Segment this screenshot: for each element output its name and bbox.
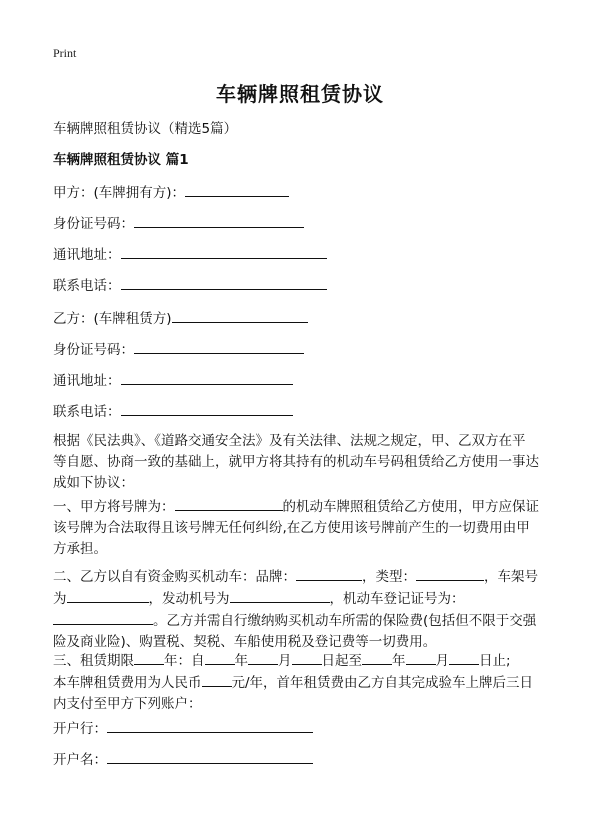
clause-2-text: 为: [53, 591, 67, 607]
registration-number-blank: [53, 610, 153, 625]
clause-3-text: 月: [278, 653, 292, 669]
party-a-label: 甲方：(车牌拥有方)：: [53, 185, 186, 201]
party-a-phone-label: 联系电话：: [53, 278, 121, 294]
party-b-phone-row: [53, 401, 293, 421]
start-year-blank: [205, 650, 235, 665]
intro-line: 成如下协议：: [53, 475, 134, 491]
party-a-blank: [185, 182, 289, 197]
clause-3-text: 日起至: [321, 653, 362, 669]
party-a-row: [53, 182, 289, 202]
party-a-address-row: [53, 244, 327, 264]
vin-blank: [67, 588, 149, 603]
intro-line: 等自愿、协商一致的基础上，就甲方将其持有的机动车号码租赁给乙方使用一事达: [53, 454, 539, 470]
party-b-id-label: 身份证号码：: [53, 342, 134, 358]
start-month-blank: [248, 650, 278, 665]
end-day-blank: [449, 650, 479, 665]
party-a-id-label: 身份证号码：: [53, 216, 134, 232]
clause-3-text: 年: [392, 653, 406, 669]
clause-3-text: 元/年，首年租赁费由乙方自其完成验车上牌后三日: [231, 675, 534, 691]
clause-1-line: [53, 496, 553, 518]
clause-2-line: [53, 610, 553, 632]
party-a-id-row: [53, 213, 304, 233]
clause-3-text: 日止;: [479, 653, 511, 669]
party-a-address-label: 通讯地址：: [53, 247, 121, 263]
party-b-phone-label: 联系电话：: [53, 404, 121, 420]
clause-2-text: ，机动车登记证号为：: [329, 591, 465, 607]
clause-2-line: [53, 588, 553, 610]
party-a-phone-row: [53, 275, 327, 295]
end-month-blank: [406, 650, 436, 665]
clause-3-text: 三、租赁期限: [53, 653, 134, 669]
clause-2-text: ，类型：: [362, 569, 416, 585]
clause-3-text: 年: [234, 653, 248, 669]
clause-3: [53, 650, 553, 715]
plate-number-blank: [175, 496, 283, 511]
party-b-address-row: [53, 370, 293, 390]
clause-2: [53, 566, 553, 653]
bank-blank: [107, 718, 313, 733]
clause-2-line: 险及商业险)、购置税、契税、车船使用税及登记费等一切费用。: [53, 634, 437, 650]
clause-2-text: 二、乙方以自有资金购买机动车：品牌：: [53, 569, 296, 585]
type-blank: [416, 566, 484, 581]
engine-number-blank: [230, 588, 330, 603]
document-subtitle: 车辆牌照租赁协议（精选5篇）: [53, 121, 238, 137]
party-a-address-blank: [121, 244, 327, 259]
bank-label: 开户行：: [53, 721, 107, 737]
term-years-blank: [134, 650, 164, 665]
clause-2-text: ，车架号: [484, 569, 538, 585]
party-a-id-blank: [134, 213, 304, 228]
party-b-id-row: [53, 339, 304, 359]
brand-blank: [296, 566, 362, 581]
document-title: 车辆牌照租赁协议: [216, 82, 384, 106]
print-label: Print: [53, 46, 77, 60]
party-b-address-label: 通讯地址：: [53, 373, 121, 389]
party-b-blank: [172, 308, 308, 323]
party-b-label: 乙方：(车牌租赁方): [53, 311, 172, 327]
clause-1-line: 该号牌为合法取得且该号牌无任何纠纷,在乙方使用该号牌前产生的一切费用由甲: [53, 520, 530, 536]
clause-2-text: ，发动机号为: [148, 591, 230, 607]
clause-3-line: [53, 650, 553, 672]
rent-amount-blank: [202, 672, 232, 687]
account-name-blank: [107, 749, 313, 764]
start-day-blank: [292, 650, 322, 665]
party-b-id-blank: [134, 339, 304, 354]
clause-3-line: [53, 672, 553, 694]
clause-3-line: 内支付至甲方下列账户：: [53, 696, 202, 712]
clause-2-text: 。乙方并需自行缴纳购买机动车所需的保险费(包括但不限于交强: [153, 613, 537, 629]
party-b-address-blank: [121, 370, 293, 385]
clause-2-line: [53, 566, 553, 588]
clause-1-text: 一、甲方将号牌为：: [53, 499, 175, 515]
bank-row: [53, 718, 313, 738]
clause-3-text: 年：自: [164, 653, 205, 669]
intro-paragraph: [53, 431, 553, 494]
party-a-phone-blank: [121, 275, 327, 290]
clause-1: [53, 496, 553, 560]
intro-line: 根据《民法典》、《道路交通安全法》及有关法律、法规之规定，甲、乙双方在平: [53, 433, 526, 449]
section-heading: 车辆牌照租赁协议 篇1: [53, 152, 189, 168]
clause-1-line: 方承担。: [53, 541, 107, 557]
party-b-row: [53, 308, 308, 328]
account-name-label: 开户名：: [53, 752, 107, 768]
account-name-row: [53, 749, 313, 769]
clause-3-text: 本车牌租赁费用为人民币: [53, 675, 202, 691]
clause-3-text: 月: [435, 653, 449, 669]
party-b-phone-blank: [121, 401, 293, 416]
end-year-blank: [362, 650, 392, 665]
clause-1-text: 的机动车牌照租赁给乙方使用，甲方应保证: [282, 499, 539, 515]
